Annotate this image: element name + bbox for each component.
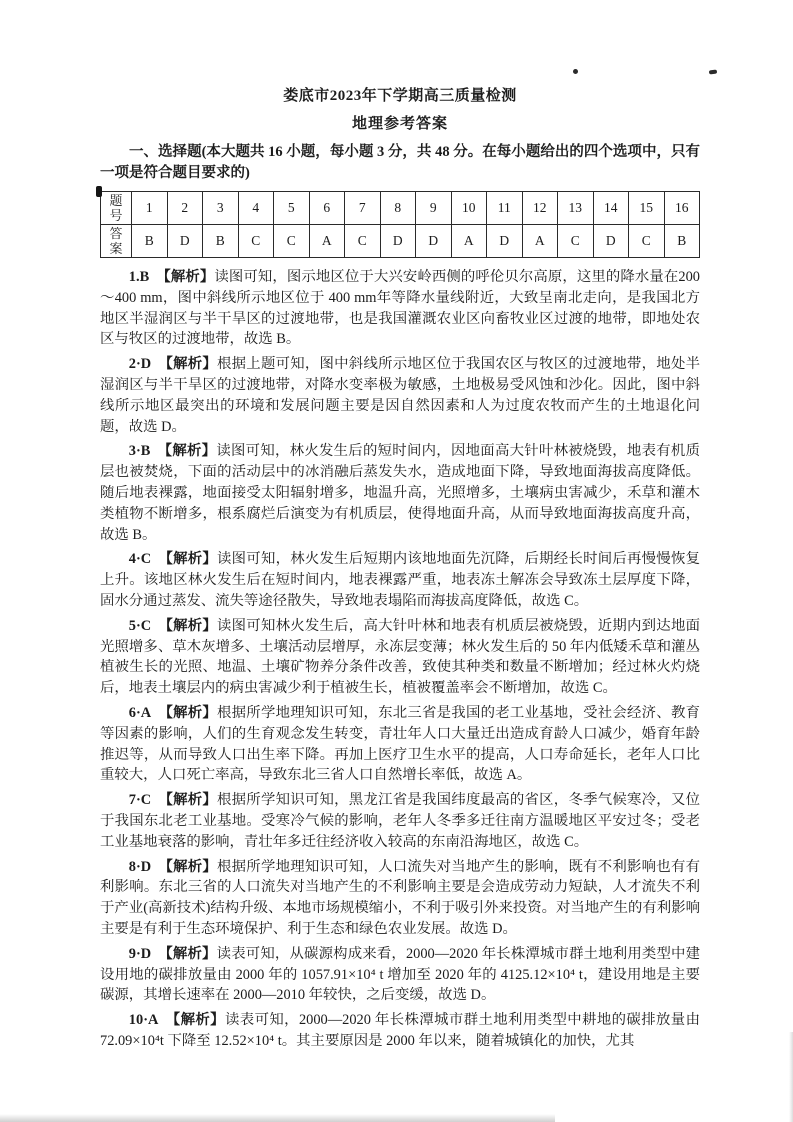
analysis-tag: 【解析】 (158, 356, 218, 373)
question-number-cell: 4 (238, 192, 274, 225)
question-number-cell: 2 (167, 192, 203, 225)
answer-table (100, 191, 700, 258)
question-number-cell: 6 (309, 192, 345, 225)
explanation-item-4 (100, 549, 700, 611)
explanation-text: 根据所学地理知识可知，人口流失对当地产生的影响，既有不利影响也有有利影响。东北三省的人口流失对当地产生的不利影响主要是会造成劳动力短缺，人才流失不利于产业(高新技术)结构升级、本地市场规模缩小，不利于吸引外来投资。对当地产生的有利影响主要是有利于生态环境保护、利于生态和绿色农业发展。故选 D。 (100, 858, 700, 937)
answer-label: 4·C (128, 551, 152, 568)
explanation-item-3 (100, 441, 700, 545)
explanation-text: 读图可知，林火发生后短期内该地地面先沉降，后期经长时间后再慢慢恢复上升。该地区林火发生后在短时间内，地表裸露严重，地表冻土解冻会导致冻土层厚度下降，固水分通过蒸发、流失等途径散失，导致地表塌陷而海拔高度降低，故选 C。 (100, 551, 700, 609)
explanations-section (100, 267, 700, 1052)
question-number-cell: 15 (629, 192, 665, 225)
analysis-tag: 【解析】 (158, 704, 218, 721)
explanation-item-6 (100, 703, 700, 786)
answer-cell: D (593, 225, 629, 258)
analysis-tag: 【解析】 (158, 945, 217, 962)
answer-label: 1.B (128, 269, 150, 285)
answer-cell: C (238, 225, 274, 258)
answer-cell: D (416, 225, 452, 258)
question-number-row (101, 192, 700, 225)
answer-label: 9·D (128, 945, 152, 962)
explanation-item-5 (100, 616, 700, 699)
section-heading: 一、选择题(本大题共 16 小题，每小题 3 分，共 48 分。在每小题给出的四个选项中，只有一项是符合题目要求的) (100, 144, 700, 181)
explanation-item-9 (100, 944, 700, 1006)
explanation-text: 读表可知，从碳源构成来看，2000—2020 年长株潭城市群土地利用类型中建设用地的碳排放量由 2000 年的 1057.91×10⁴ t 增加至 2020 年的 4125.12×10⁴ t，建设用地是主要碳源，其增长速率在 2000—2010 年较快，之后变缓，故选 D。 (100, 945, 700, 1004)
doc-title: 娄底市2023年下学期高三质量检测 (283, 88, 517, 104)
page-edge-shadow (789, 1032, 793, 1122)
explanation-text: 根据上题可知，图中斜线所示地区位于我国农区与牧区的过渡地带，地处半湿润区与半干旱区的过渡地带，对降水变率极为敏感，土地极易受风蚀和沙化。因此，图中斜线所示地区最突出的环境和发展问题主要是因自然因素和人为过度农牧而产生的土地退化问题，故选 D。 (100, 356, 700, 435)
question-number-cell: 11 (487, 192, 523, 225)
answer-cell: A (522, 225, 558, 258)
answer-cell: C (345, 225, 381, 258)
explanation-item-10 (100, 1010, 700, 1052)
question-number-cell: 5 (274, 192, 310, 225)
scan-artifact (573, 69, 578, 74)
answer-cell: C (558, 225, 594, 258)
question-number-cell: 14 (593, 192, 629, 225)
answer-label: 8·D (128, 858, 152, 875)
row-header-question-number: 题号 (101, 192, 132, 225)
question-number-cell: 12 (522, 192, 558, 225)
scan-artifact (96, 186, 102, 197)
answer-row (101, 225, 700, 258)
scan-artifact (709, 69, 717, 74)
analysis-tag: 【解析】 (158, 551, 218, 568)
answer-cell: A (309, 225, 345, 258)
question-number-cell: 1 (132, 192, 168, 225)
analysis-tag: 【解析】 (158, 792, 218, 809)
analysis-tag: 【解析】 (165, 1012, 225, 1029)
answer-label: 6·A (128, 704, 152, 721)
answer-label: 3·B (128, 443, 151, 460)
question-number-cell: 16 (664, 192, 700, 225)
question-number-cell: 10 (451, 192, 487, 225)
explanation-item-8 (100, 857, 700, 940)
answer-cell: D (487, 225, 523, 258)
question-number-cell: 7 (345, 192, 381, 225)
answer-cell: B (664, 225, 700, 258)
explanation-text: 读图可知，林火发生后的短时间内，因地面高大针叶林被烧毁，地表有机质层也被焚烧，下面的活动层中的冰消融后蒸发失水，造成地面下降，导致地面海拔高度降低。随后地表裸露，地面接受太阳辐射增多，地温升高，光照增多，土壤病虫害减少，禾草和灌木类植物不断增多，根系腐烂后演变为有机质层，使得地面升高，从而导致地面海拔高度升高，故选 B。 (100, 443, 700, 543)
answer-label: 5·C (128, 617, 152, 634)
answer-cell: B (203, 225, 239, 258)
page-edge-shadow (0, 1114, 555, 1122)
doc-subtitle: 地理参考答案 (351, 116, 448, 132)
analysis-tag: 【解析】 (156, 269, 215, 285)
explanation-text: 根据所学地理知识可知，东北三省是我国的老工业基地，受社会经济、教育等因素的影响，人们的生育观念发生转变，青壮年人口大量迁出造成育龄人口减少，婚育年龄推迟等，从而导致人口出生率下降。再加上医疗卫生水平的提高，人口寿命延长，老年人口比重较大，人口死亡率高，导致东北三省人口自然增长率低，故选 A。 (100, 704, 700, 784)
question-number-cell: 9 (416, 192, 452, 225)
explanation-text: 根据所学知识可知，黑龙江省是我国纬度最高的省区，冬季气候寒冷，又位于我国东北老工业基地。受寒冷气候的影响，老年人冬季多迁往南方温暖地区平安过冬；受老工业基地衰落的影响，青壮年多迁往经济收入较高的东南沿海地区，故选 C。 (100, 792, 700, 850)
explanation-text: 读图可知，图示地区位于大兴安岭西侧的呼伦贝尔高原，这里的降水量在200～400 mm，图中斜线所示地区位于 400 mm年等降水量线附近，大致呈南北走向，是我国北方地区半湿润区与半干旱区的过渡地带，也是我国灌溉农业区向畜牧业区过渡的地带，即地处农区与牧区的过渡地带，故选 B。 (100, 269, 700, 348)
answer-label: 10·A (128, 1012, 159, 1029)
answer-cell: B (132, 225, 168, 258)
answer-cell: A (451, 225, 487, 258)
explanation-item-2 (100, 354, 700, 437)
explanation-text: 读图可知林火发生后，高大针叶林和地表有机质层被烧毁，近期内到达地面光照增多、草木灰增多、土壤活动层增厚，永冻层变薄；林火发生后的 50 年内低矮禾草和灌丛植被生长的光照、地温、土壤矿物养分条件改善，致使其种类和数量不断增加；经过林火灼烧后，地表土壤层内的病虫害减少利于植被生长，植被覆盖率会不断增加，故选 C。 (100, 617, 700, 697)
answer-cell: D (167, 225, 203, 258)
analysis-tag: 【解析】 (158, 617, 218, 634)
row-header-answer: 答案 (101, 225, 132, 258)
explanation-item-1 (100, 267, 700, 350)
answer-cell: C (629, 225, 665, 258)
explanation-text: 读表可知，2000—2020 年长株潭城市群土地利用类型中耕地的碳排放量由 72.09×10⁴t 下降至 12.52×10⁴ t。其主要原因是 2000 年以来，随着城镇化的加快，尤其 (100, 1012, 700, 1049)
answer-cell: D (380, 225, 416, 258)
analysis-tag: 【解析】 (158, 858, 218, 875)
analysis-tag: 【解析】 (157, 443, 217, 460)
question-number-cell: 3 (203, 192, 239, 225)
question-number-cell: 8 (380, 192, 416, 225)
answer-label: 2·D (128, 356, 152, 373)
answer-cell: C (274, 225, 310, 258)
question-number-cell: 13 (558, 192, 594, 225)
explanation-item-7 (100, 790, 700, 852)
answer-label: 7·C (128, 792, 152, 809)
